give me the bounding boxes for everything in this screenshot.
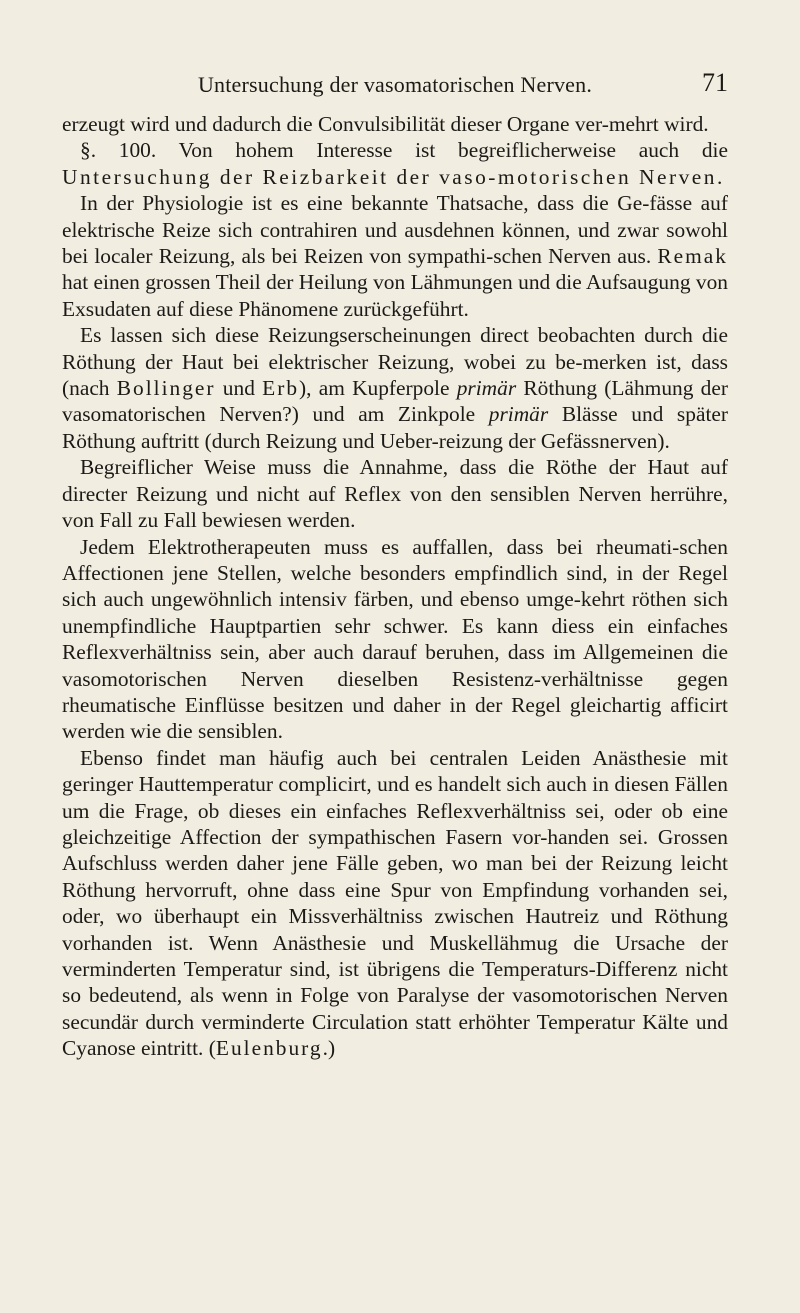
paragraph-electrotherapy — [62, 534, 728, 745]
paragraph-observation — [62, 322, 728, 454]
paragraph-text: .) — [322, 1036, 336, 1061]
paragraph-text: Jedem Elektrotherapeuten muss es auffallen, dass bei rheumati-schen Affectionen jene Stellen, welche besonders empfindlich sind, in der Regel sich auch ungewöhnlich intensiv färben, und ebenso umge-kehrt röthen sich unempfindliche Hauptpartien sehr schwer. Es kann diess ein einfaches Reflexverhältniss sein, aber auch darauf beruhen, dass im Allgemeinen die vasomotorischen Nerven dieselben Resistenz-verhältnisse gegen rheumatische Einflüsse besitzen und daher in der Regel gleichartig afficirt werden wie die sensiblen. — [62, 534, 728, 744]
paragraph-text: ), am Kupferpole — [299, 376, 450, 401]
paragraph-text: und — [222, 376, 255, 401]
paragraph-continuation — [62, 111, 728, 137]
running-head — [62, 68, 728, 108]
author-name: Remak — [657, 244, 728, 269]
paragraph-text: erzeugt wird und dadurch die Convulsibilität dieser Organe ver-mehrt wird. — [62, 112, 709, 136]
paragraph-text: In der Physiologie ist es eine bekannte Thatsache, dass die Ge-fässe auf elektrische Reize sich contrahiren und ausdehnen können, und zwar sowohl bei localer Reizung, als bei Reizen von sympathi-schen Nerven aus. — [62, 191, 728, 269]
paragraph-physiology — [62, 190, 728, 322]
spaced-emphasis: Untersuchung der Reizbarkeit der vaso-motorischen Nerven — [62, 164, 717, 189]
paragraph-text: Röthung (Lähmung der vasomatorischen Nerven?) und am Zinkpole — [62, 376, 728, 427]
paragraph-text: Ebenso findet man häufig auch bei centralen Leiden Anästhesie mit geringer Hauttemperatur complicirt, und es handelt sich auch in diesen Fällen um die Frage, ob dieses ein einfaches Reflexverhältniss sei, oder ob eine gleichzeitige Affection der sympathischen Fasern vor-handen sei. Grossen Aufschluss werden daher jene Fälle geben, wo man bei der Reizung leicht Röthung hervorruft, ohne dass eine Spur von Empfindung vorhanden sei, oder, wo überhaupt ein Missverhältniss zwischen Hautreiz und Röthung vorhanden ist. Wenn Anästhesie und Muskellähmug die Ursache der verminderten Temperatur sind, ist übrigens die Temperaturs-Differenz nicht so bedeutend, als wenn in Folge von Paralyse der vasomotorischen Nerven secundär durch verminderte Circulation statt erhöhter Temperatur Kälte und Cyanose eintritt. ( — [62, 745, 728, 1061]
paragraph-anaesthesia — [62, 745, 728, 1062]
italic-emphasis: primär — [456, 376, 517, 401]
author-name: Bollinger — [116, 376, 216, 401]
italic-emphasis: primär — [488, 402, 549, 427]
running-title: Untersuchung der vasomatorischen Nerven. — [197, 72, 593, 97]
paragraph-text: Blässe und später Röthung auftritt (durch Reizung und Ueber-reizung der Gefässnerven). — [62, 402, 729, 453]
paragraph-text: Begreiflicher Weise muss die Annahme, dass die Röthe der Haut auf directer Reizung und nicht auf Reflex von den sensiblen Nerven herrühre, von Fall zu Fall bewiesen werden. — [62, 455, 728, 533]
body-text — [62, 111, 728, 1062]
paragraph-text: . — [716, 164, 723, 189]
paragraph-text: hat einen grossen Theil der Heilung von Lähmungen und die Aufsaugung von Exsudaten auf diese Phänomene zurückgeführt. — [62, 270, 728, 321]
paragraph-text: §. 100. Von hohem Interesse ist begreiflicherweise auch die — [80, 138, 728, 163]
author-name: Eulenburg — [215, 1036, 323, 1061]
paragraph-text: Es lassen sich diese Reizungserscheinungen direct beobachten durch die Röthung der Haut bei elektrischer Reizung, wobei zu be-merken ist, dass (nach — [62, 323, 728, 401]
paragraph-section-100 — [62, 137, 728, 190]
page-number: 71 — [702, 68, 728, 97]
paragraph-reflex — [62, 454, 728, 533]
author-name: Erb — [262, 376, 300, 401]
